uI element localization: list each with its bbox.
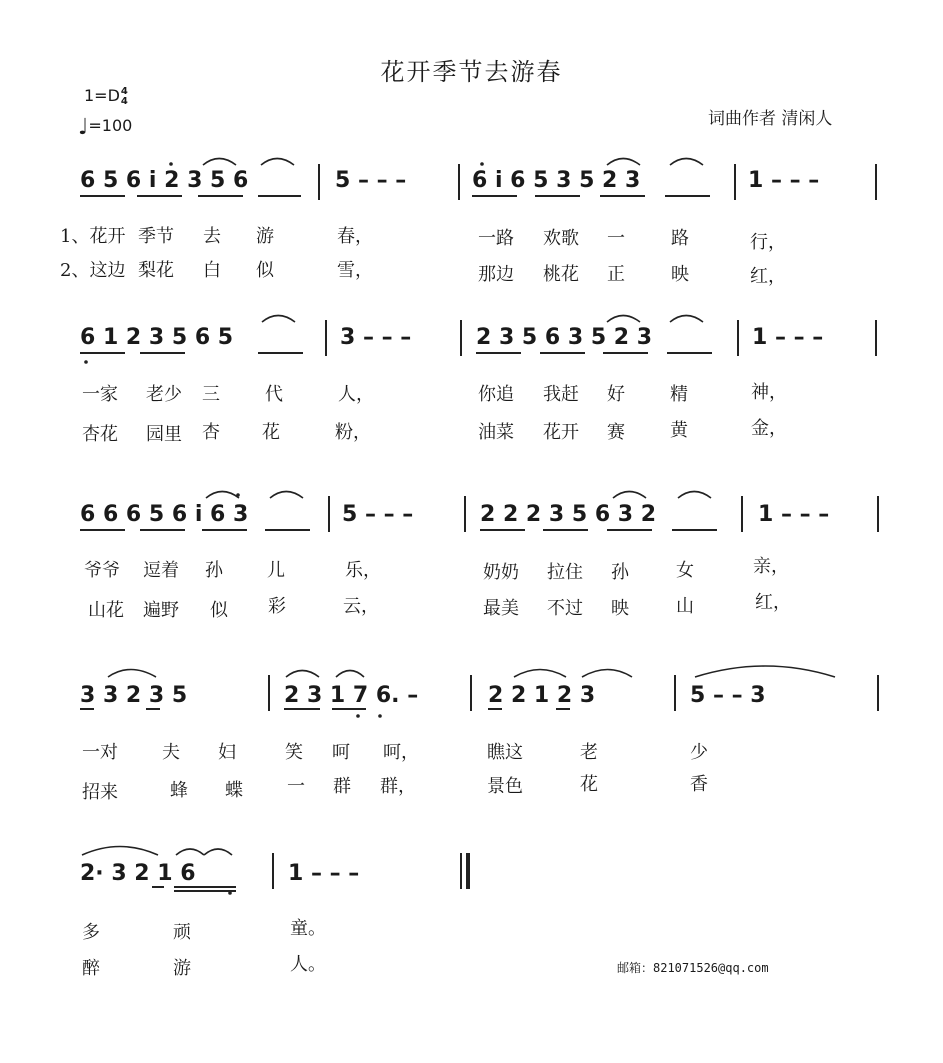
bar-line <box>268 675 270 711</box>
lyric: 遍野 <box>143 600 179 621</box>
slur <box>670 316 703 323</box>
lyric: 醉 <box>82 958 100 979</box>
bar-line <box>328 496 330 532</box>
measure-notes: 3 3 2 3 5 <box>80 683 188 708</box>
quarter-note-icon: ♩ <box>78 115 89 140</box>
slur <box>206 492 239 499</box>
bar-line <box>674 675 676 711</box>
bar-line <box>460 320 462 356</box>
lyric: 路 <box>671 228 689 249</box>
slur <box>261 159 294 166</box>
slur <box>82 847 158 856</box>
lyric: 少 <box>690 742 708 763</box>
lyric: 老少 <box>146 384 182 405</box>
lyric: 呵 <box>332 742 350 763</box>
bar-line <box>318 164 320 200</box>
lyric: 逗着 <box>143 560 179 581</box>
lyric: 景色 <box>487 776 523 797</box>
lyric: 一对 <box>82 742 118 763</box>
slur <box>514 670 566 678</box>
slur <box>678 492 711 499</box>
lyric: 瞧这 <box>487 742 523 763</box>
bar-line <box>272 853 274 889</box>
measure-notes: 6 1 2 3 5 6 5 <box>80 325 234 350</box>
measure-notes: 5 – – 3 <box>690 683 766 708</box>
lyric: 蝶 <box>225 780 243 801</box>
lyric: 游 <box>173 958 191 979</box>
lyric: 正 <box>607 264 625 285</box>
lyric: 顽 <box>173 922 191 943</box>
composer-credit: 词曲作者 清闲人 <box>708 109 833 129</box>
tempo-marking <box>78 115 132 140</box>
lyric: 红， <box>755 592 791 613</box>
slur <box>582 670 632 678</box>
slur <box>262 316 295 323</box>
lyric: 最美 <box>483 598 519 619</box>
lyric: 蜂 <box>170 780 188 801</box>
measure-notes: 6 6 6 5 6 i 6 3 <box>80 502 249 527</box>
slur <box>286 671 319 678</box>
lyric: 杏花 <box>82 424 118 445</box>
lyric: 人。 <box>290 954 326 975</box>
lyric: 乐， <box>345 560 381 581</box>
slur <box>607 159 640 166</box>
lyric: 孙 <box>611 562 629 583</box>
lyric: 你追 <box>478 384 514 405</box>
lyric: 1、花开 <box>60 226 126 247</box>
lyric: 彩 <box>268 596 286 617</box>
key-label: 1=D <box>84 86 120 105</box>
lyric: 一家 <box>82 384 118 405</box>
measure-notes: 3 – – – <box>340 325 412 350</box>
lyric: 老 <box>580 742 598 763</box>
lyric: 群 <box>333 776 351 797</box>
bar-line <box>325 320 327 356</box>
lyric: 油菜 <box>478 422 514 443</box>
measure-notes: 5 – – – <box>335 168 407 193</box>
lyric: 神， <box>751 382 787 403</box>
lyric: 春， <box>337 226 373 247</box>
bar-line <box>737 320 739 356</box>
lyric: 我赶 <box>543 384 579 405</box>
slur <box>108 670 156 678</box>
lyric: 行， <box>750 232 786 253</box>
measure-notes: 5 – – – <box>342 502 414 527</box>
lyric: 拉住 <box>547 562 583 583</box>
slur <box>670 159 703 166</box>
final-bar-line <box>460 853 462 889</box>
measure-notes: 1 – – – <box>288 861 360 886</box>
measure-notes: 2 2 1 2 3 <box>488 683 596 708</box>
final-bar-line-thick <box>466 853 470 889</box>
lyric: 爷爷 <box>84 560 120 581</box>
lyric: 女 <box>676 560 694 581</box>
lyric: 好 <box>607 384 625 405</box>
lyric: 黄 <box>670 420 688 441</box>
lyric: 桃花 <box>543 264 579 285</box>
lyric: 呵， <box>383 742 419 763</box>
song-title: 花开季节去游春 <box>380 58 563 86</box>
lyric: 金， <box>751 418 787 439</box>
slur <box>203 159 236 166</box>
lyric: 梨花 <box>138 260 174 281</box>
lyric: 香 <box>690 774 708 795</box>
lyric: 一 <box>607 228 625 249</box>
measure-notes: 1 – – – <box>748 168 820 193</box>
time-signature: 4 4 <box>120 85 128 107</box>
lyric: 代 <box>265 384 283 405</box>
bar-line <box>458 164 460 200</box>
bar-line <box>741 496 743 532</box>
lyric: 粉， <box>335 422 371 443</box>
bar-line <box>734 164 736 200</box>
lyric: 山花 <box>88 600 124 621</box>
slur <box>176 849 204 855</box>
lyric: 一路 <box>478 228 514 249</box>
bar-line <box>464 496 466 532</box>
lyric: 花 <box>262 422 280 443</box>
lyric: 映 <box>611 598 629 619</box>
lyric: 赛 <box>607 422 625 443</box>
bar-line <box>877 496 879 532</box>
lyric: 不过 <box>547 598 583 619</box>
slur <box>270 492 303 499</box>
lyric: 妇 <box>218 742 236 763</box>
lyric: 去 <box>203 226 221 247</box>
lyric: 映 <box>671 264 689 285</box>
lyric: 季节 <box>138 226 174 247</box>
measure-notes: 1 – – – <box>758 502 830 527</box>
measure-notes: 6 i 6 5 3 5 2 3 <box>472 168 641 193</box>
lyric: 群， <box>380 776 416 797</box>
bar-line <box>470 675 472 711</box>
contact-email: 邮箱：821071526@qq.com <box>617 961 769 975</box>
slur <box>336 671 364 678</box>
lyric: 孙 <box>205 560 223 581</box>
lyric: 一 <box>287 776 305 797</box>
bar-line <box>875 320 877 356</box>
lyric: 似 <box>210 600 228 621</box>
measure-notes: 2· 3 2 1 6 <box>80 861 196 886</box>
lyric: 多 <box>82 922 100 943</box>
lyric: 园里 <box>146 424 182 445</box>
lyric: 欢歌 <box>543 228 579 249</box>
lyric: 夫 <box>162 742 180 763</box>
lyric: 儿 <box>267 560 285 581</box>
lyric: 招来 <box>82 782 118 803</box>
bar-line <box>875 164 877 200</box>
lyric: 花 <box>580 774 598 795</box>
lyric: 奶奶 <box>483 562 519 583</box>
measure-notes: 2 3 5 6 3 5 2 3 <box>476 325 653 350</box>
slur <box>613 492 646 499</box>
slur <box>607 316 640 323</box>
lyric: 精 <box>670 384 688 405</box>
slur <box>204 849 232 855</box>
lyric: 红， <box>750 266 786 287</box>
lyric: 人， <box>338 384 374 405</box>
bar-line <box>877 675 879 711</box>
measure-notes: 6 5 6 i 2 3 5 6 <box>80 168 249 193</box>
lyric: 亲， <box>753 556 789 577</box>
tempo-value: =100 <box>88 116 133 135</box>
lyric: 杏 <box>202 422 220 443</box>
lyric: 游 <box>256 226 274 247</box>
lyric: 云， <box>343 596 379 617</box>
measure-notes: 1 – – – <box>752 325 824 350</box>
lyric: 童。 <box>290 918 326 939</box>
lyric: 白 <box>203 260 221 281</box>
lyric: 那边 <box>478 264 514 285</box>
measure-notes: 2 3 1 7 6. – <box>284 683 419 708</box>
lyric: 山 <box>676 596 694 617</box>
lyric: 笑 <box>285 742 303 763</box>
slur <box>695 666 835 677</box>
lyric: 2、这边 <box>60 260 126 281</box>
lyric: 雪， <box>337 260 373 281</box>
lyric: 花开 <box>543 422 579 443</box>
measure-notes: 2 2 2 3 5 6 3 2 <box>480 502 657 527</box>
lyric: 三 <box>202 384 220 405</box>
lyric: 似 <box>256 260 274 281</box>
key-signature <box>84 86 128 107</box>
